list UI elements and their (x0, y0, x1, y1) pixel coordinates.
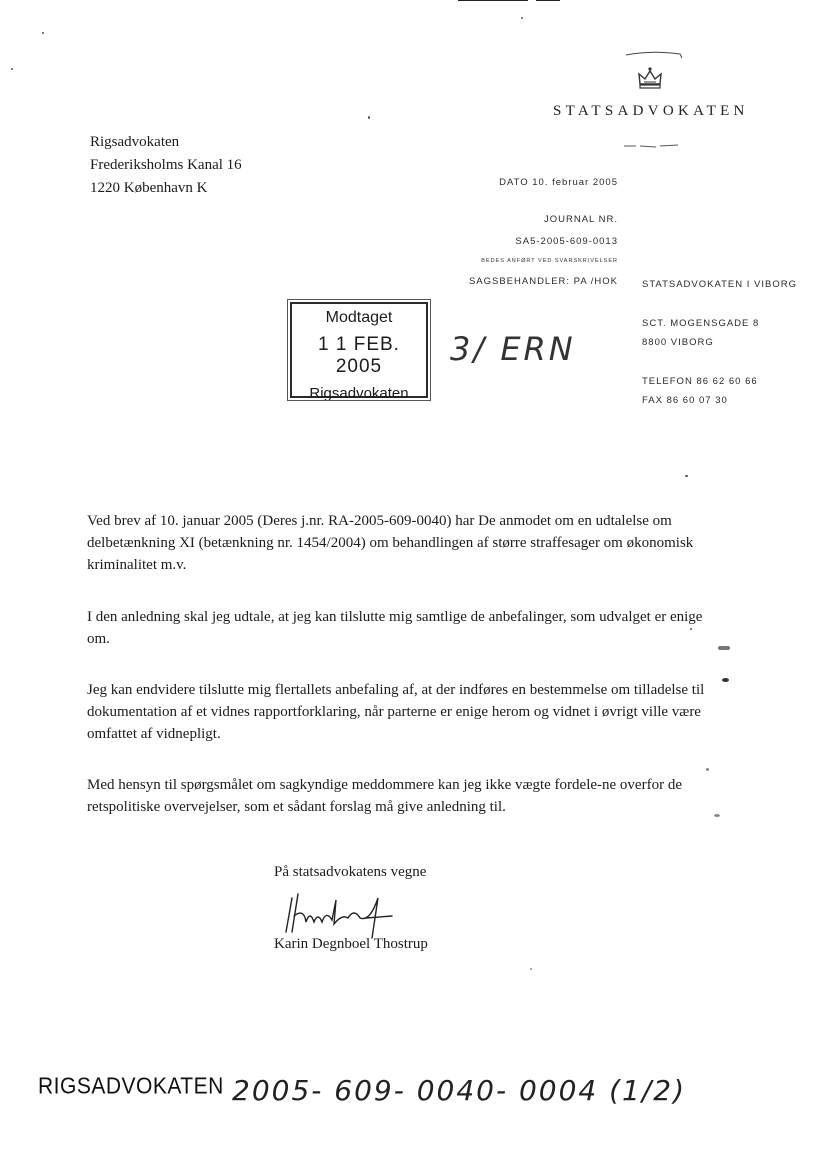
office-city: 8800 VIBORG (642, 337, 714, 348)
stamp-agency: Rigsadvokaten (309, 385, 409, 402)
recipient-street: Frederiksholms Kanal 16 (90, 157, 242, 173)
body-paragraph-3: Jeg kan endvidere tilslutte mig flertallets anbefaling af, at der indføres en bestemmelse om tilladelse til dokumentation af et vidnes rapportforklaring, når parterne er enige herom og vidnet i øvrigt ville være omfattet af vidnepligt. (87, 682, 705, 742)
body-paragraph-2: I den anledning skal jeg udtale, at jeg kan tilslutte mig samtlige de anbefalinger, som udvalget er enige om. (87, 609, 703, 647)
scan-line (536, 0, 560, 1)
footer-reference: 2005- 609- 0040- 0004 (1/2) (232, 1074, 687, 1107)
decorative-rule (622, 142, 680, 150)
scan-line (458, 0, 528, 1)
body-paragraph-4: Med hensyn til spørgsmålet om sagkyndige meddommere kan jeg ikke vægte fordele-ne overfor de retspolitiske overvejelser, som et sådant forslag må give anledning til. (87, 777, 682, 815)
body-paragraph-1: Ved brev af 10. januar 2005 (Deres j.nr. RA-2005-609-0040) har De anmodet om en udtalelse om delbetænkning XI (betænkning nr. 1454/2004) om behandlingen af større straffesager om økonomisk kriminalitet m.v. (87, 513, 694, 573)
scan-speck (530, 968, 532, 970)
received-stamp (290, 302, 428, 402)
reference-note: BEDES ANFØRT VED SVARSKRIVELSER (481, 258, 618, 264)
office-name: STATSADVOKATEN I VIBORG (642, 279, 797, 290)
signer-name: Karin Degnboel Thostrup (274, 936, 428, 952)
agency-title: STATSADVOKATEN (553, 103, 749, 119)
recipient-name: Rigsadvokaten (90, 134, 180, 150)
letter-date: DATO 10. februar 2005 (499, 177, 618, 188)
scan-speck (11, 68, 13, 70)
journal-number: SA5-2005-609-0013 (515, 236, 618, 247)
office-fax: FAX 86 60 07 30 (642, 395, 728, 406)
scan-speck (42, 32, 44, 34)
stamp-received-label: Modtaget (325, 309, 393, 326)
case-handler: SAGSBEHANDLER: PA /HOK (468, 276, 618, 287)
handwritten-note: 3/ ERN (450, 330, 576, 368)
stamp-date: 1 1 FEB. 2005 (318, 334, 400, 377)
scan-speck (521, 17, 523, 19)
scan-speck (368, 116, 370, 119)
crown-icon (636, 66, 664, 92)
footer-agency: RIGSADVOKATEN (38, 1073, 224, 1100)
scan-speck (706, 768, 709, 771)
journal-label: JOURNAL NR. (544, 214, 618, 225)
office-phone: TELEFON 86 62 60 66 (642, 376, 758, 387)
decorative-rule (624, 48, 684, 60)
recipient-city: 1220 København K (90, 180, 208, 196)
office-street: SCT. MOGENSGADE 8 (642, 318, 760, 329)
closing-on-behalf: På statsadvokatens vegne (274, 864, 427, 880)
scan-speck (685, 475, 688, 477)
